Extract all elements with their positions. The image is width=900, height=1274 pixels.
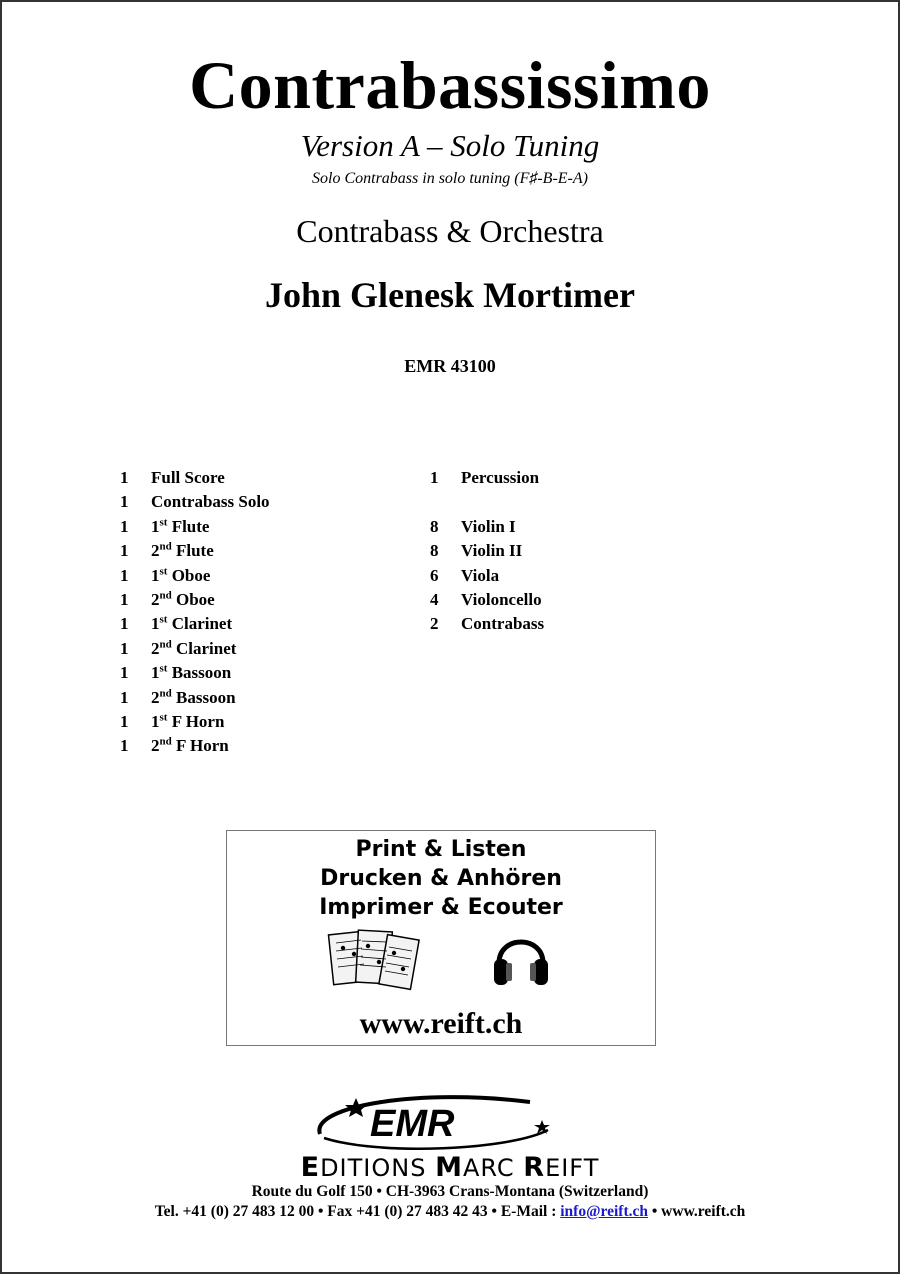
part-quantity: 2: [430, 614, 439, 634]
promo-url[interactable]: www.reift.ch: [359, 1007, 523, 1040]
part-row: [120, 588, 270, 612]
part-row: [120, 734, 270, 758]
part-row: [120, 612, 270, 636]
part-quantity: 8: [430, 541, 439, 561]
part-quantity: 1: [120, 663, 129, 683]
promo-line-english: Print & Listen: [355, 837, 527, 862]
part-name: 1st F Horn: [151, 711, 225, 731]
part-row: [120, 637, 270, 661]
tuning-note: Solo Contrabass in solo tuning (F♯-B-E-A): [312, 170, 588, 187]
promo-line-german: Drucken & Anhören: [320, 866, 562, 891]
part-row: [120, 710, 270, 734]
part-row: [430, 588, 544, 612]
part-row: [430, 515, 544, 539]
catalog-number: EMR 43100: [404, 356, 496, 376]
part-name: 2nd F Horn: [151, 735, 229, 756]
part-name: 2nd Clarinet: [151, 638, 237, 658]
part-quantity: 1: [120, 516, 129, 536]
parts-spacer: [430, 490, 544, 514]
composer-name: John Glenesk Mortimer: [265, 275, 635, 315]
publisher-contact: [0, 1203, 900, 1221]
part-row: [430, 466, 544, 490]
publisher-address: Route du Golf 150 • CH-3963 Crans-Montana (Switzerland): [251, 1183, 649, 1200]
part-name: Violin I: [461, 516, 516, 536]
print-listen-box: [226, 830, 656, 1046]
part-quantity: 1: [120, 468, 129, 487]
part-quantity: 1: [120, 565, 129, 585]
part-quantity: 1: [430, 468, 439, 487]
promo-line-french: Imprimer & Ecouter: [319, 895, 563, 920]
part-row: [120, 539, 270, 563]
part-name: 2nd Oboe: [151, 589, 215, 609]
page-title: Contrabassissimo: [189, 47, 711, 123]
emr-logo: [310, 1090, 560, 1152]
part-name: Percussion: [461, 468, 540, 487]
part-name: 1st Flute: [151, 516, 210, 536]
version-subtitle: Version A – Solo Tuning: [300, 128, 600, 163]
part-quantity: 1: [120, 492, 129, 512]
parts-list-left: [120, 466, 270, 759]
part-row: [120, 661, 270, 685]
contact-phone-fax: Tel. +41 (0) 27 483 12 00 • Fax +41 (0) 27 483 42 43 • E-Mail :: [154, 1203, 561, 1220]
part-name: Viola: [461, 565, 500, 585]
headphones-icon: [491, 925, 551, 989]
part-quantity: 1: [120, 638, 129, 658]
part-row: [120, 466, 270, 490]
part-row: [120, 564, 270, 588]
sheet-music-icon: [327, 927, 422, 995]
part-quantity: 8: [430, 516, 439, 536]
part-row: [120, 515, 270, 539]
part-name: 2nd Bassoon: [151, 686, 236, 707]
parts-list-right: [430, 466, 544, 637]
part-name: Full Score: [151, 468, 225, 487]
part-name: Violoncello: [461, 589, 542, 609]
part-quantity: 4: [430, 589, 439, 609]
part-row: [430, 539, 544, 563]
part-row: [430, 564, 544, 588]
part-quantity: 1: [120, 589, 129, 609]
instrumentation: Contrabass & Orchestra: [296, 213, 604, 249]
part-quantity: 1: [120, 541, 129, 561]
part-name: 1st Clarinet: [151, 613, 233, 634]
part-row: [120, 686, 270, 710]
part-name: Violin II: [461, 541, 523, 561]
part-quantity: 1: [120, 711, 129, 731]
part-row: [120, 490, 270, 514]
part-quantity: 1: [120, 736, 129, 756]
contact-website: • www.reift.ch: [648, 1203, 746, 1220]
part-row: [430, 612, 544, 636]
part-quantity: 1: [120, 614, 129, 634]
part-quantity: 6: [430, 565, 439, 585]
part-quantity: 1: [120, 687, 129, 707]
publisher-name: EDITIONS MARC REIFT: [300, 1152, 600, 1183]
part-name: Contrabass: [461, 614, 545, 634]
part-name: 1st Oboe: [151, 564, 211, 585]
email-link[interactable]: info@reift.ch: [560, 1203, 648, 1220]
part-name: Contrabass Solo: [151, 492, 270, 512]
part-name: 1st Bassoon: [151, 662, 232, 683]
emr-logo-text: EMR: [370, 1103, 455, 1145]
part-name: 2nd Flute: [151, 540, 214, 561]
